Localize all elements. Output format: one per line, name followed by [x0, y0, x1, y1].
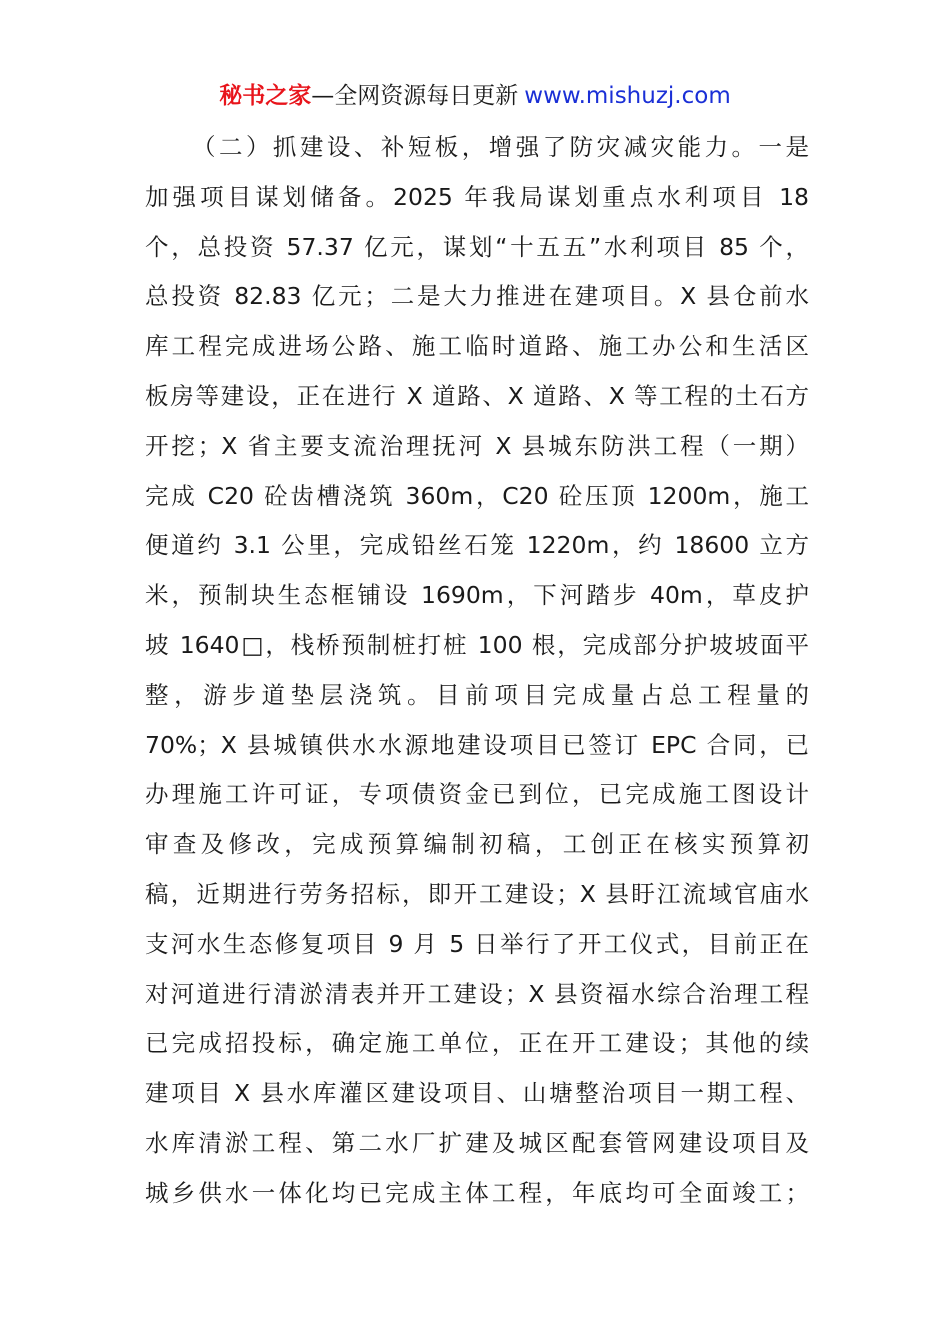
paragraph-line: 库工程完成进场公路、施工临时道路、施工办公和生活区: [145, 332, 809, 361]
paragraph-line: 米，预制块生态框铺设 1690m，下河踏步 40m，草皮护: [145, 581, 809, 610]
paragraph-line: 总投资 82.83 亿元；二是大力推进在建项目。X 县仓前水: [145, 282, 809, 311]
brand-name: 秘书之家: [219, 83, 312, 109]
paragraph-line: 水库清淤工程、第二水厂扩建及城区配套管网建设项目及: [145, 1128, 809, 1157]
paragraph-line: 对河道进行清淤清表并开工建设；X 县资福水综合治理工程: [145, 979, 809, 1008]
site-url[interactable]: www.mishuzj.com: [524, 83, 731, 109]
paragraph-line: （二）抓建设、补短板，增强了防灾减灾能力。一是: [192, 133, 809, 161]
paragraph-line: 完成 C20 砼齿槽浇筑 360m，C20 砼压顶 1200m，施工: [145, 481, 809, 510]
paragraph-line: 坡 1640□，栈桥预制桩打桩 100 根，完成部分护坡坡面平: [145, 630, 809, 659]
paragraph-line: 城乡供水一体化均已完成主体工程，年底均可全面竣工；: [145, 1178, 809, 1207]
paragraph-line: 支河水生态修复项目 9 月 5 日举行了开工仪式，目前正在: [145, 929, 809, 958]
paragraph-line: 个，总投资 57.37 亿元，谋划“十五五”水利项目 85 个，: [145, 232, 809, 261]
paragraph-line: 已完成招投标，确定施工单位，正在开工建设；其他的续: [145, 1029, 809, 1058]
paragraph-line: 开挖；X 省主要支流治理抚河 X 县城东防洪工程（一期）: [145, 431, 809, 460]
paragraph-line: 便道约 3.1 公里，完成铅丝石笼 1220m，约 18600 立方: [145, 531, 809, 560]
document-body: [145, 123, 809, 1219]
paragraph-line: 板房等建设，正在进行 X 道路、X 道路、X 等工程的土石方: [145, 381, 809, 410]
paragraph-line: 整，游步道垫层浇筑。目前项目完成量占总工程量的: [145, 680, 809, 709]
paragraph-line: 稿，近期进行劳务招标，即开工建设；X 县盱江流域官庙水: [145, 879, 809, 908]
paragraph-line: 审查及修改，完成预算编制初稿，工创正在核实预算初: [145, 830, 809, 859]
paragraph-line: 办理施工许可证，专项债资金已到位，已完成施工图设计: [145, 780, 809, 809]
paragraph-line: 70%；X 县城镇供水水源地建设项目已签订 EPC 合同，已: [145, 730, 809, 759]
paragraph-line: 加强项目谋划储备。2025 年我局谋划重点水利项目 18: [145, 182, 809, 211]
header-tagline: —全网资源每日更新: [311, 83, 519, 109]
paragraph-line: 建项目 X 县水库灌区建设项目、山塘整治项目一期工程、: [145, 1079, 809, 1108]
site-header: [0, 80, 950, 112]
